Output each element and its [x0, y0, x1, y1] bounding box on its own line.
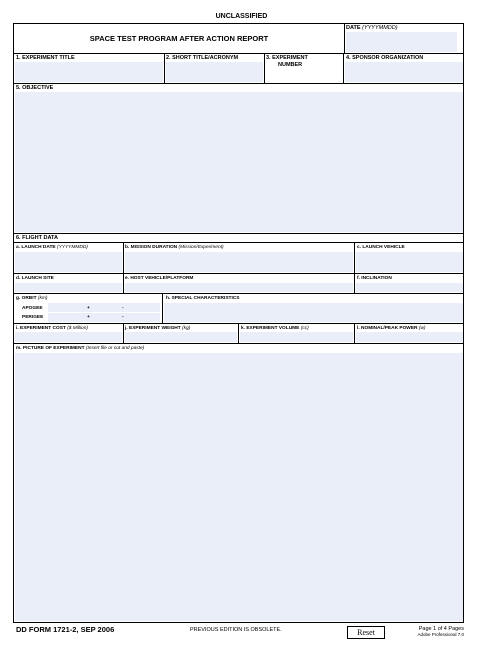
short-title-field[interactable] [166, 62, 263, 82]
power-field[interactable] [356, 332, 463, 342]
apogee-plus: + [87, 306, 90, 311]
host-vehicle-label: e. HOST VEHICLE/PLATFORM [125, 276, 194, 281]
divider [123, 273, 124, 293]
experiment-number-label: 3. EXPERIMENT NUMBER [266, 55, 308, 68]
perigee-field[interactable] [48, 313, 160, 322]
divider [238, 323, 239, 343]
perigee-plus: + [87, 315, 90, 320]
date-label: DATE (YYYYMMDD) [346, 25, 398, 31]
page-info: Page 1 of 4 Pages [418, 626, 464, 632]
apogee-minus: - [122, 306, 124, 311]
sponsor-label: 4. SPONSOR ORGANIZATION [346, 55, 424, 61]
reset-button[interactable]: Reset [347, 626, 385, 639]
inclination-label: f. INCLINATION [357, 276, 392, 281]
divider [13, 293, 464, 294]
experiment-weight-field[interactable] [125, 332, 237, 342]
experiment-weight-label: j. EXPERIMENT WEIGHT (kg) [125, 326, 191, 331]
experiment-volume-label: k. EXPERIMENT VOLUME (cc) [241, 326, 309, 331]
mission-duration-label: b. MISSION DURATION (Mission/Experiment) [125, 245, 224, 250]
objective-label: 5. OBJECTIVE [16, 85, 54, 91]
apogee-field[interactable] [48, 303, 160, 312]
special-characteristics-field[interactable] [164, 303, 463, 322]
divider [123, 323, 124, 343]
experiment-title-field[interactable] [15, 62, 163, 82]
flight-data-label: 6. FLIGHT DATA [16, 235, 58, 241]
power-label: l. NOMINAL/PEAK POWER (w) [357, 326, 426, 331]
divider [354, 323, 355, 343]
mission-duration-field[interactable] [125, 252, 353, 272]
date-field[interactable] [346, 32, 457, 52]
perigee-label: PERIGEE [22, 315, 44, 320]
launch-date-label: a. LAUNCH DATE (YYYYMMDD) [16, 245, 88, 250]
divider [354, 242, 355, 273]
divider [13, 233, 464, 234]
divider [13, 273, 464, 274]
divider [13, 83, 464, 84]
host-vehicle-field[interactable] [125, 283, 353, 292]
launch-site-label: d. LAUNCH SITE [16, 276, 54, 281]
experiment-number-field[interactable] [300, 68, 342, 82]
experiment-title-label: 1. EXPERIMENT TITLE [16, 55, 75, 61]
software-info: Adobe Professional 7.0 [417, 632, 464, 637]
launch-vehicle-field[interactable] [356, 252, 463, 272]
short-title-label: 2. SHORT TITLE/ACRONYM [166, 55, 239, 61]
picture-label: m. PICTURE OF EXPERIMENT (Insert file or cut and paste) [16, 346, 145, 351]
divider [162, 293, 163, 323]
picture-field[interactable] [15, 353, 463, 621]
apogee-label: APOGEE [22, 306, 43, 311]
divider [264, 53, 265, 83]
launch-vehicle-label: c. LAUNCH VEHICLE [357, 245, 405, 250]
divider [354, 273, 355, 293]
form-title: SPACE TEST PROGRAM AFTER ACTION REPORT [89, 34, 269, 43]
divider [13, 242, 464, 243]
divider [13, 343, 464, 344]
classification-header: UNCLASSIFIED [215, 13, 268, 20]
experiment-volume-field[interactable] [240, 332, 353, 342]
orbit-label: g. ORBIT (km) [16, 296, 48, 301]
launch-site-field[interactable] [15, 283, 122, 292]
launch-date-field[interactable] [15, 252, 122, 272]
experiment-cost-label: i. EXPERIMENT COST ($ Million) [16, 326, 88, 331]
sponsor-field[interactable] [345, 62, 463, 82]
divider [344, 23, 345, 54]
divider [164, 53, 165, 83]
form-id: DD FORM 1721-2, SEP 2006 [16, 625, 115, 634]
objective-field[interactable] [15, 92, 463, 232]
experiment-cost-field[interactable] [15, 332, 122, 342]
perigee-minus: - [122, 315, 124, 320]
divider [13, 53, 464, 54]
divider [123, 242, 124, 273]
inclination-field[interactable] [356, 283, 463, 292]
special-characteristics-label: h. SPECIAL CHARACTERISTICS [166, 296, 240, 301]
divider [343, 53, 344, 83]
obsolete-notice: PREVIOUS EDITION IS OBSOLETE. [190, 627, 282, 633]
